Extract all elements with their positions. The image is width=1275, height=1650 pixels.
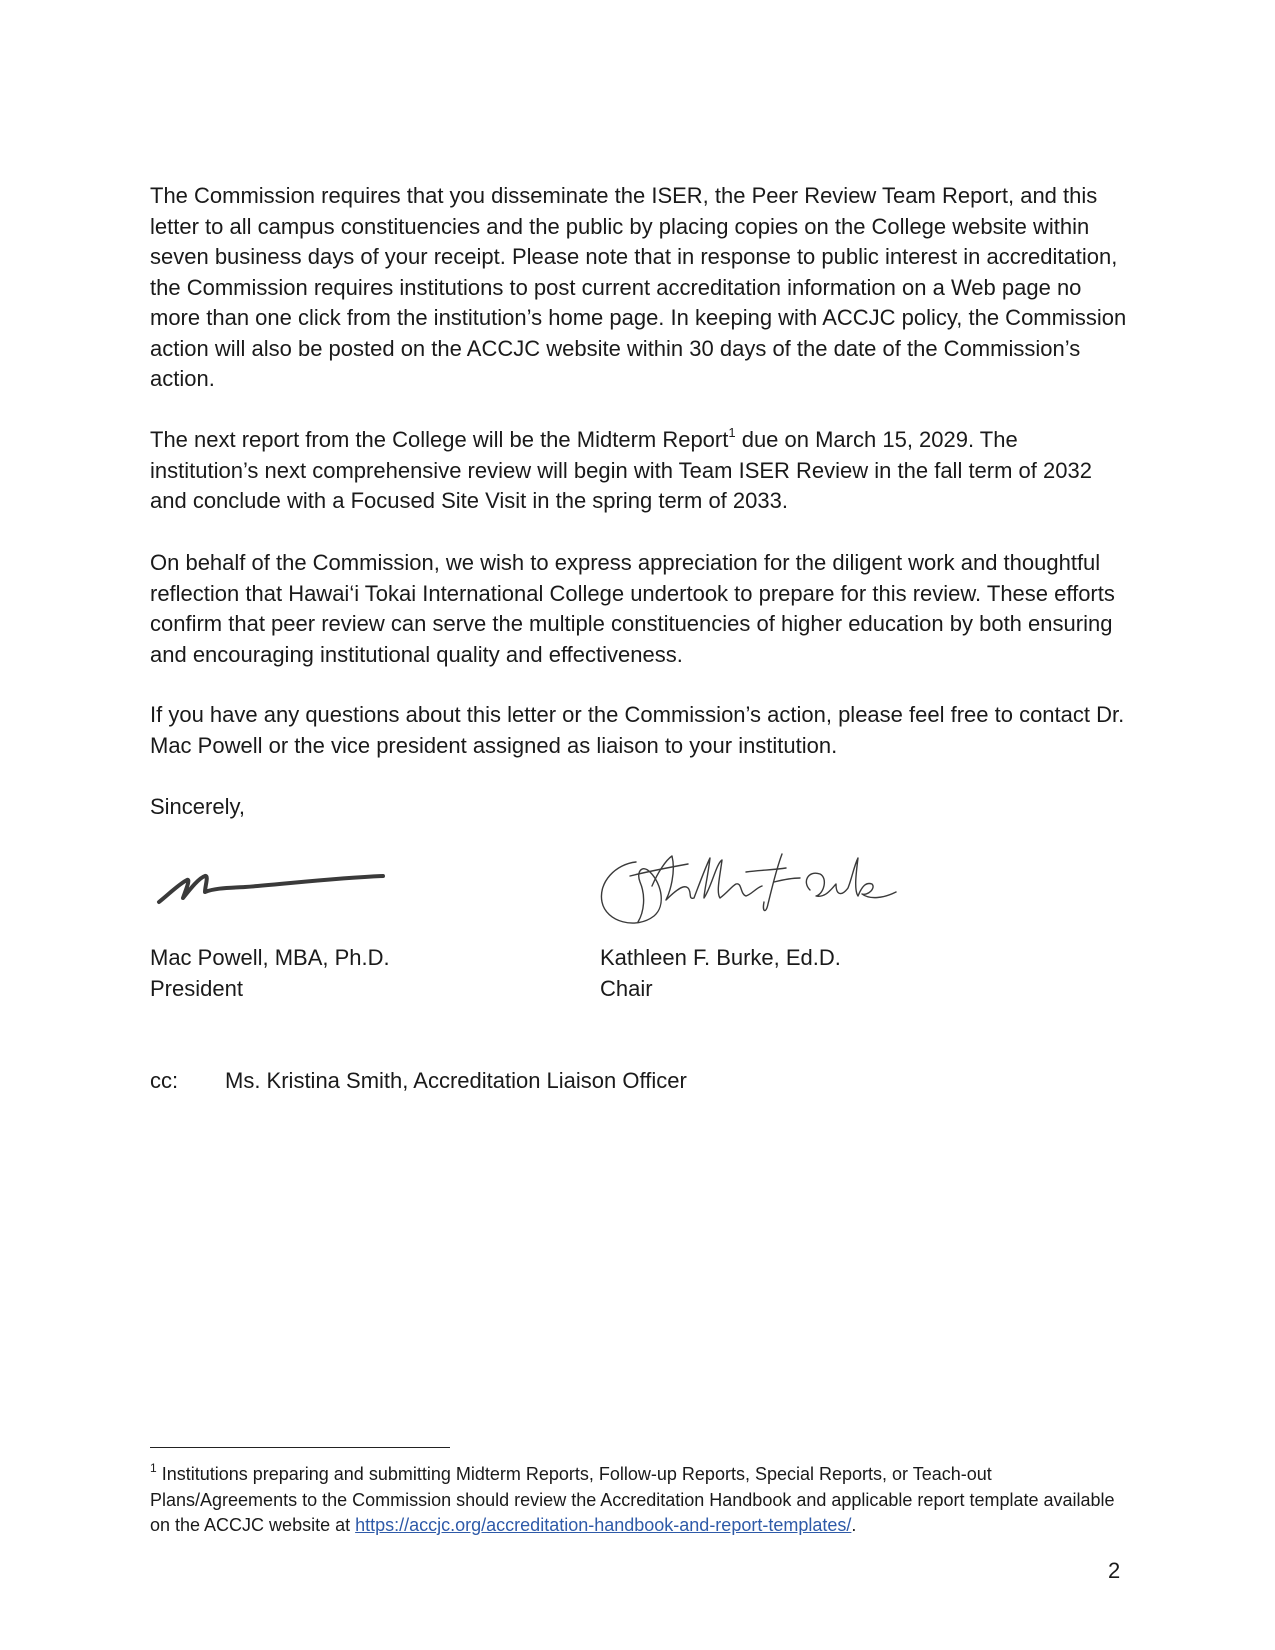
cc-recipient: Ms. Kristina Smith, Accreditation Liaison Officer	[225, 1068, 687, 1093]
page-number: 2	[1108, 1558, 1121, 1583]
closing-salutation: Sincerely,	[150, 794, 245, 819]
footnote	[150, 1462, 1130, 1539]
paragraph-dissemination-text: The Commission requires that you disseminate the ISER, the Peer Review Team Report, and this letter to all campus constituencies and the public by placing copies on the College website within seven business days of your receipt. Please note that in response to public interest in accreditation, the Commission requires institutions to post current accreditation information on a Web page no more than one click from the institution’s home page. In keeping with ACCJC policy, the Commission action will also be posted on the ACCJC website within 30 days of the date of the Commission’s action.	[150, 183, 1127, 391]
signer-block-president	[150, 943, 390, 1004]
cc-line	[150, 1066, 687, 1097]
paragraph-appreciation-text: On behalf of the Commission, we wish to express appreciation for the diligent work and thoughtful reflection that Hawai‘i Tokai International College undertook to prepare for this review. These efforts confirm that peer review can serve the multiple constituencies of higher education by both ensuring and encouraging institutional quality and effectiveness.	[150, 550, 1115, 667]
paragraph-appreciation	[150, 548, 1130, 670]
footnote-reference[interactable]: 1	[728, 424, 736, 440]
signer-title: President	[150, 975, 243, 1001]
signer-block-chair	[600, 943, 841, 1004]
paragraph-next-report-text-end: due on March 15, 2029. The institution’s next comprehensive review will begin with Team ISER Review in the fall term of 2032 and conclude with a Focused Site Visit in the spring term of 2033.	[150, 427, 1092, 513]
cc-label: cc:	[150, 1068, 179, 1093]
footnote-text: Institutions preparing and submitting Midterm Reports, Follow-up Reports, Special Reports, or Teach-out Plans/Agreements to the Commission should review the Accreditation Handbook and applicable report template available on the ACCJC website at	[150, 1464, 1115, 1535]
footnote-marker: 1	[150, 1461, 157, 1475]
paragraph-questions-text: If you have any questions about this letter or the Commission’s action, please feel free to contact Dr. Mac Powell or the vice president assigned as liaison to your institution.	[150, 702, 1125, 758]
signer-title: Chair	[600, 975, 653, 1001]
paragraph-questions	[150, 700, 1130, 761]
signature-kathleen-burke	[596, 842, 906, 932]
signer-name: Kathleen F. Burke, Ed.D.	[600, 945, 841, 970]
signer-name: Mac Powell, MBA, Ph.D.	[150, 945, 390, 970]
accjc-handbook-link[interactable]: https://accjc.org/accreditation-handbook-and-report-templates/	[355, 1515, 852, 1535]
paragraph-next-report-text-start: The next report from the College will be the Midterm Report	[150, 427, 729, 452]
paragraph-next-report	[150, 425, 1130, 517]
footnote-divider	[150, 1447, 450, 1448]
footnote-text-end: .	[851, 1515, 857, 1535]
paragraph-dissemination	[150, 181, 1130, 395]
signature-mac-powell	[155, 862, 395, 910]
